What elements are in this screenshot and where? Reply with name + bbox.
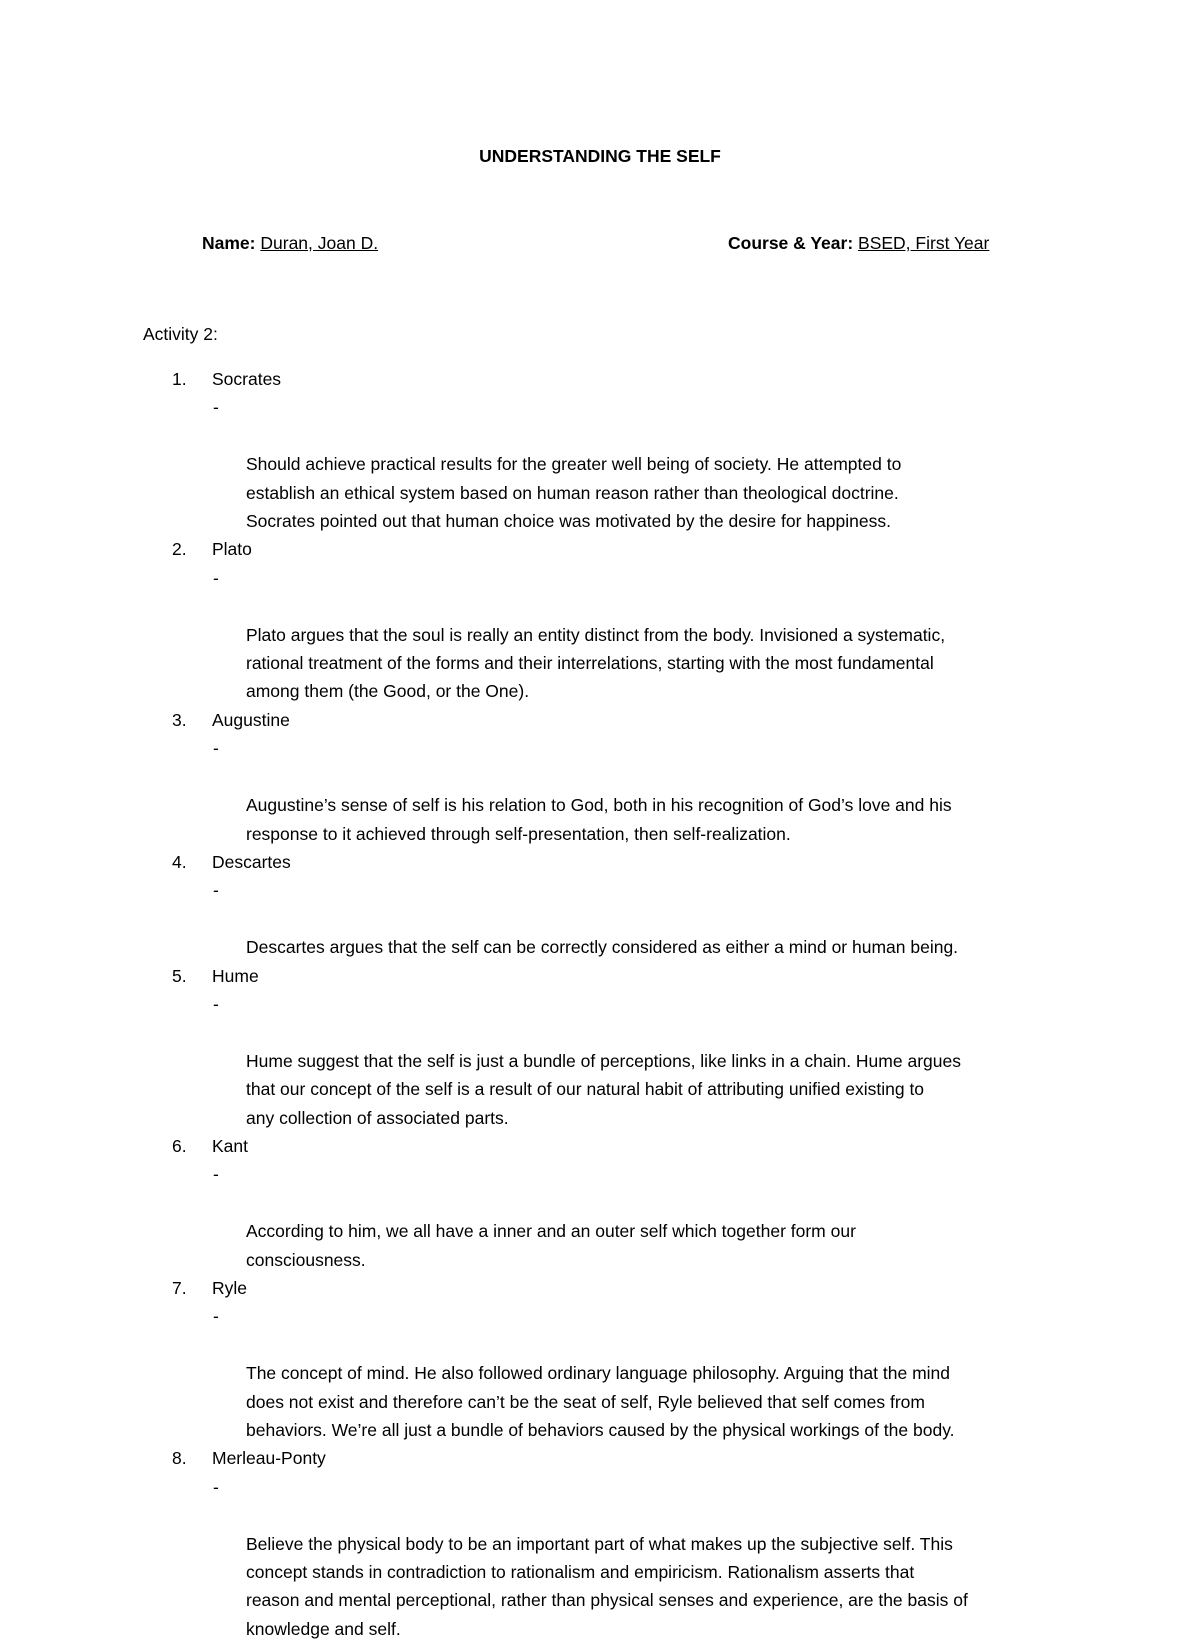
item-number: 7. (172, 1278, 187, 1298)
item-number: 4. (172, 851, 187, 872)
philosopher-name: Kant (212, 1135, 248, 1156)
list-item (172, 365, 1072, 535)
course-year-label: Course & Year: (728, 233, 854, 253)
philosopher-name: Descartes (212, 851, 291, 872)
item-number: 1. (172, 369, 187, 389)
philosopher-description (213, 1160, 1072, 1274)
item-number: 6. (172, 1135, 187, 1156)
philosopher-name: Plato (212, 539, 252, 560)
dash-bullet: - (213, 1476, 219, 1497)
list-item (172, 848, 1072, 962)
dash-bullet: - (213, 738, 219, 759)
dash-bullet: - (213, 993, 219, 1014)
philosopher-description (213, 876, 1072, 961)
description-text: Believe the physical body to be an important part of what makes up the subjective self. This concept stands in contradiction to rationalism and empiricism. Rationalism asserts that reason and mental perceptional, rather than physical senses and experience, are the basis of knowledge and self. (246, 1533, 968, 1639)
philosopher-description (213, 564, 1072, 706)
list-item (172, 1132, 1072, 1274)
philosopher-description (213, 1302, 1072, 1444)
list-item (172, 535, 1072, 705)
name-value: Duran, Joan D. (260, 233, 379, 253)
philosopher-description (213, 1473, 1072, 1643)
item-number: 8. (172, 1448, 187, 1469)
item-number: 3. (172, 709, 187, 730)
list-item (172, 1274, 1072, 1444)
description-text: Plato argues that the soul is really an entity distinct from the body. Invisioned a systematic, rational treatment of the forms and their interrelations, starting with the most fundamental among them (the Good, or the One). (246, 624, 946, 702)
dash-bullet: - (213, 397, 219, 418)
dash-bullet: - (213, 1164, 219, 1185)
list-item (172, 962, 1072, 1132)
course-year-value: BSED, First Year (858, 233, 990, 253)
dash-bullet: - (213, 880, 219, 901)
description-text: According to him, we all have a inner and an outer self which together form our consciousness. (246, 1221, 856, 1270)
activity-heading: Activity 2: (143, 324, 218, 344)
description-text: Hume suggest that the self is just a bundle of perceptions, like links in a chain. Hume argues that our concept of the self is a result of our natural habit of attributing unified existing to any collection of associated parts. (246, 1050, 961, 1128)
name-label: Name: (202, 233, 256, 253)
description-text: The concept of mind. He also followed ordinary language philosophy. Arguing that the mind does not exist and therefore can’t be the seat of self, Ryle believed that self comes from behaviors. We’re all just a bundle of behaviors caused by the physical workings of the body. (246, 1363, 955, 1441)
philosopher-name: Merleau-Ponty (212, 1448, 326, 1469)
philosopher-description (213, 990, 1072, 1132)
name-field (202, 233, 378, 254)
dash-bullet: - (213, 567, 219, 588)
list-item (172, 706, 1072, 848)
description-text: Descartes argues that the self can be correctly considered as either a mind or human being. (246, 937, 959, 958)
philosopher-name: Socrates (212, 369, 282, 389)
philosopher-list (172, 365, 1072, 1643)
item-number: 5. (172, 965, 187, 986)
philosopher-name: Ryle (212, 1278, 248, 1298)
course-year-field (728, 233, 989, 254)
document-title: UNDERSTANDING THE SELF (479, 146, 721, 166)
list-item (172, 1444, 1072, 1643)
philosopher-name: Hume (212, 965, 259, 986)
dash-bullet: - (213, 1306, 219, 1327)
description-text: Should achieve practical results for the greater well being of society. He attempted to establish an ethical system based on human reason rather than theological doctrine. Socrates pointed out that human choice was motivated by the desire for happiness. (246, 454, 902, 532)
philosopher-description (213, 393, 1072, 535)
philosopher-description (213, 734, 1072, 848)
philosopher-name: Augustine (212, 709, 290, 730)
description-text: Augustine’s sense of self is his relation to God, both in his recognition of God’s love and his response to it achieved through self-presentation, then self-realization. (246, 795, 952, 844)
item-number: 2. (172, 539, 187, 560)
